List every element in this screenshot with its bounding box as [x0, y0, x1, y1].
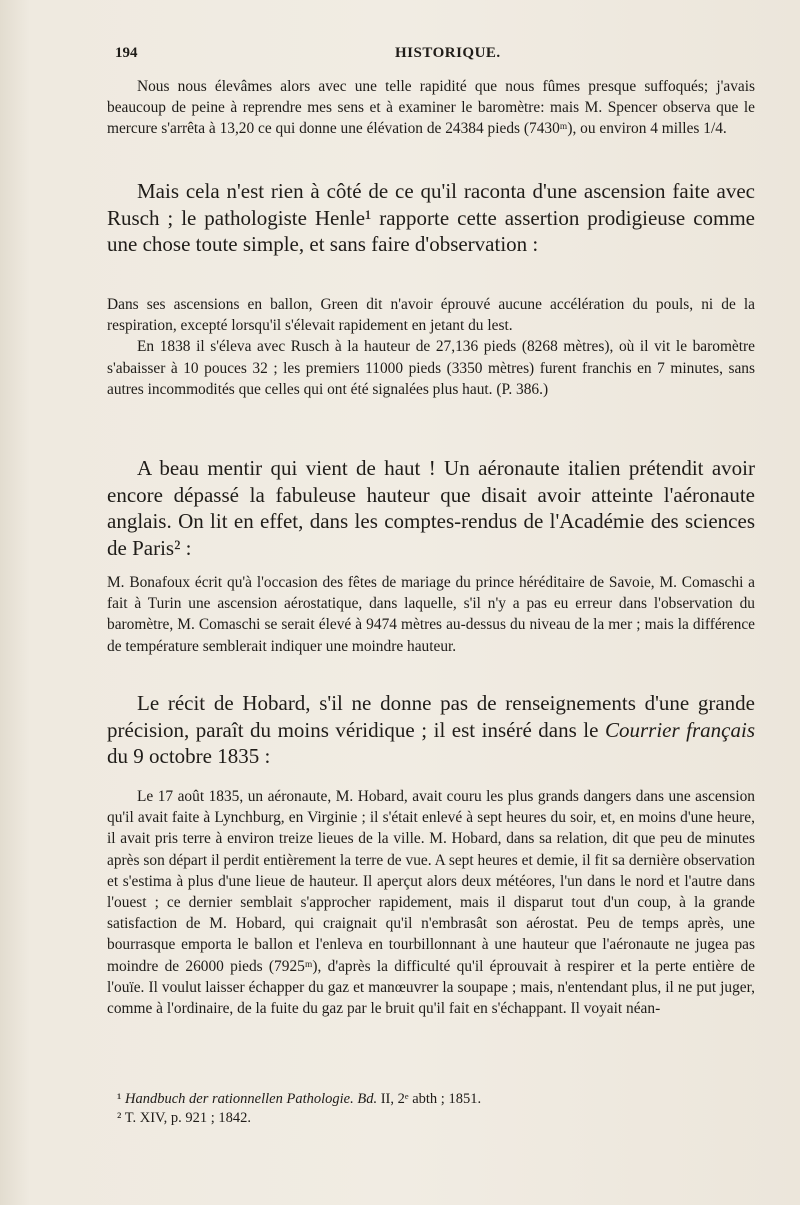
footnote-1-rest: II, 2ᵉ abth ; 1851. [377, 1091, 482, 1107]
footnote-2: ² T. XIV, p. 921 ; 1842. [117, 1110, 252, 1126]
body-hobard [107, 690, 755, 770]
hobard-text-a: Le récit de Hobard, s'il ne donne pas de renseignements d'une grande précision, paraît du moins véridique ; il est inséré dans le [107, 691, 755, 742]
quote-hobard [107, 786, 755, 1019]
paragraph-italian: A beau mentir qui vient de haut ! Un aéronaute italien prétendit avoir encore dépassé la fabuleuse hauteur que disait avoir atteinte l'aéronaute anglais. On lit en effet, dans les comptes-rendus de l'Académie des sciences de Paris² : [107, 456, 755, 560]
running-head: HISTORIQUE. [395, 45, 501, 61]
paragraph-rusch: Mais cela n'est rien à côté de ce qu'il raconta d'une ascension faite avec Rusch ; le pathologiste Henle¹ rapporte cette assertion prodigieuse comme une chose toute simple, et sans faire d'observation : [107, 179, 755, 257]
paragraph-green: Dans ses ascensions en ballon, Green dit n'avoir éprouvé aucune accélération du pouls, ni de la respiration, excepté lorsqu'il s'élevait rapidement en jetant du lest. [107, 296, 755, 335]
paragraph-1838: En 1838 il s'éleva avec Rusch à la hauteur de 27,136 pieds (8268 mètres), où il vit le baromètre s'abaisser à 10 pouces 32 ; les premiers 11000 pieds (3350 mètres) furent franchis en 7 minutes, sans autres incommodités que celles qui ont été signalées plus haut. (P. 386.) [107, 338, 755, 398]
body-italian [107, 455, 755, 561]
quote-spencer [107, 76, 755, 140]
footnote-1 [107, 1090, 755, 1109]
paragraph-bonafoux: M. Bonafoux écrit qu'à l'occasion des fêtes de mariage du prince héréditaire de Savoie, M. Comaschi a fait à Turin une ascension aérostatique, dans laquelle, s'il n'y a pas eu erreur dans l'observation du baromètre, M. Comaschi se serait élevé à 9474 mètres au-dessus du niveau de la mer ; mais la différence de température semblerait indiquer une moindre hauteur. [107, 574, 755, 655]
body-rusch [107, 178, 755, 258]
paragraph-spencer: Nous nous élevâmes alors avec une telle rapidité que nous fûmes presque suffoqués; j'avais beaucoup de peine à reprendre mes sens et à examiner le baromètre: mais M. Spencer observa que le mercure s'arrêta à 13,20 ce qui donne une élévation de 24384 pieds (7430ᵐ), ou environ 4 milles 1/4. [107, 78, 755, 138]
hobard-text-b: du 9 octobre 1835 : [107, 744, 271, 769]
page-number: 194 [115, 45, 138, 61]
quote-green [107, 294, 755, 400]
page-header [115, 45, 755, 69]
footnote-1-title: Handbuch der rationnellen Pathologie. Bd. [124, 1091, 378, 1107]
quote-bonafoux [107, 572, 755, 657]
paragraph-lynchburg: Le 17 août 1835, un aéronaute, M. Hobard, avait couru les plus grands dangers dans une ascension qu'il avait faite à Lynchburg, en Virginie ; il s'était enlevé à sept heures du soir, et, en moins d'une heure, il avait pris terre à environ treize lieues de la ville. M. Hobard, dans sa relation, dit que peu de minutes après son départ il perdit entièrement la terre de vue. A sept heures et demie, il fit sa dernière observation et s'estima à plus d'une lieue de hauteur. Il aperçut alors deux météores, l'un dans le nord et l'autre dans l'ouest ; ce dernier semblait s'approcher rapidement, mais il disparut tout d'un coup, à la grande satisfaction de M. Hobard, qui craignait qu'il n'embrasât son aérostat. Peu de temps après, une bourrasque emporta le ballon et l'enleva en tourbillonnant à une hauteur que l'aéronaute ne jugea pas moindre de 26000 pieds (7925ᵐ), d'après la difficulté qu'il éprouvait à respirer et la perte entière de l'ouïe. Il voulut laisser échapper du gaz et manœuvrer la soupape ; mais, n'entendant plus, il ne put juger, comme à l'ordinaire, de la fuite du gaz par le bruit qu'il fait en s'échappant. Il voyait néan- [107, 788, 755, 1018]
footnotes [107, 1090, 755, 1128]
footnote-1-mark: ¹ [117, 1091, 122, 1107]
paragraph-hobard [107, 690, 755, 770]
courrier-francais-title: Courrier français [604, 717, 755, 742]
